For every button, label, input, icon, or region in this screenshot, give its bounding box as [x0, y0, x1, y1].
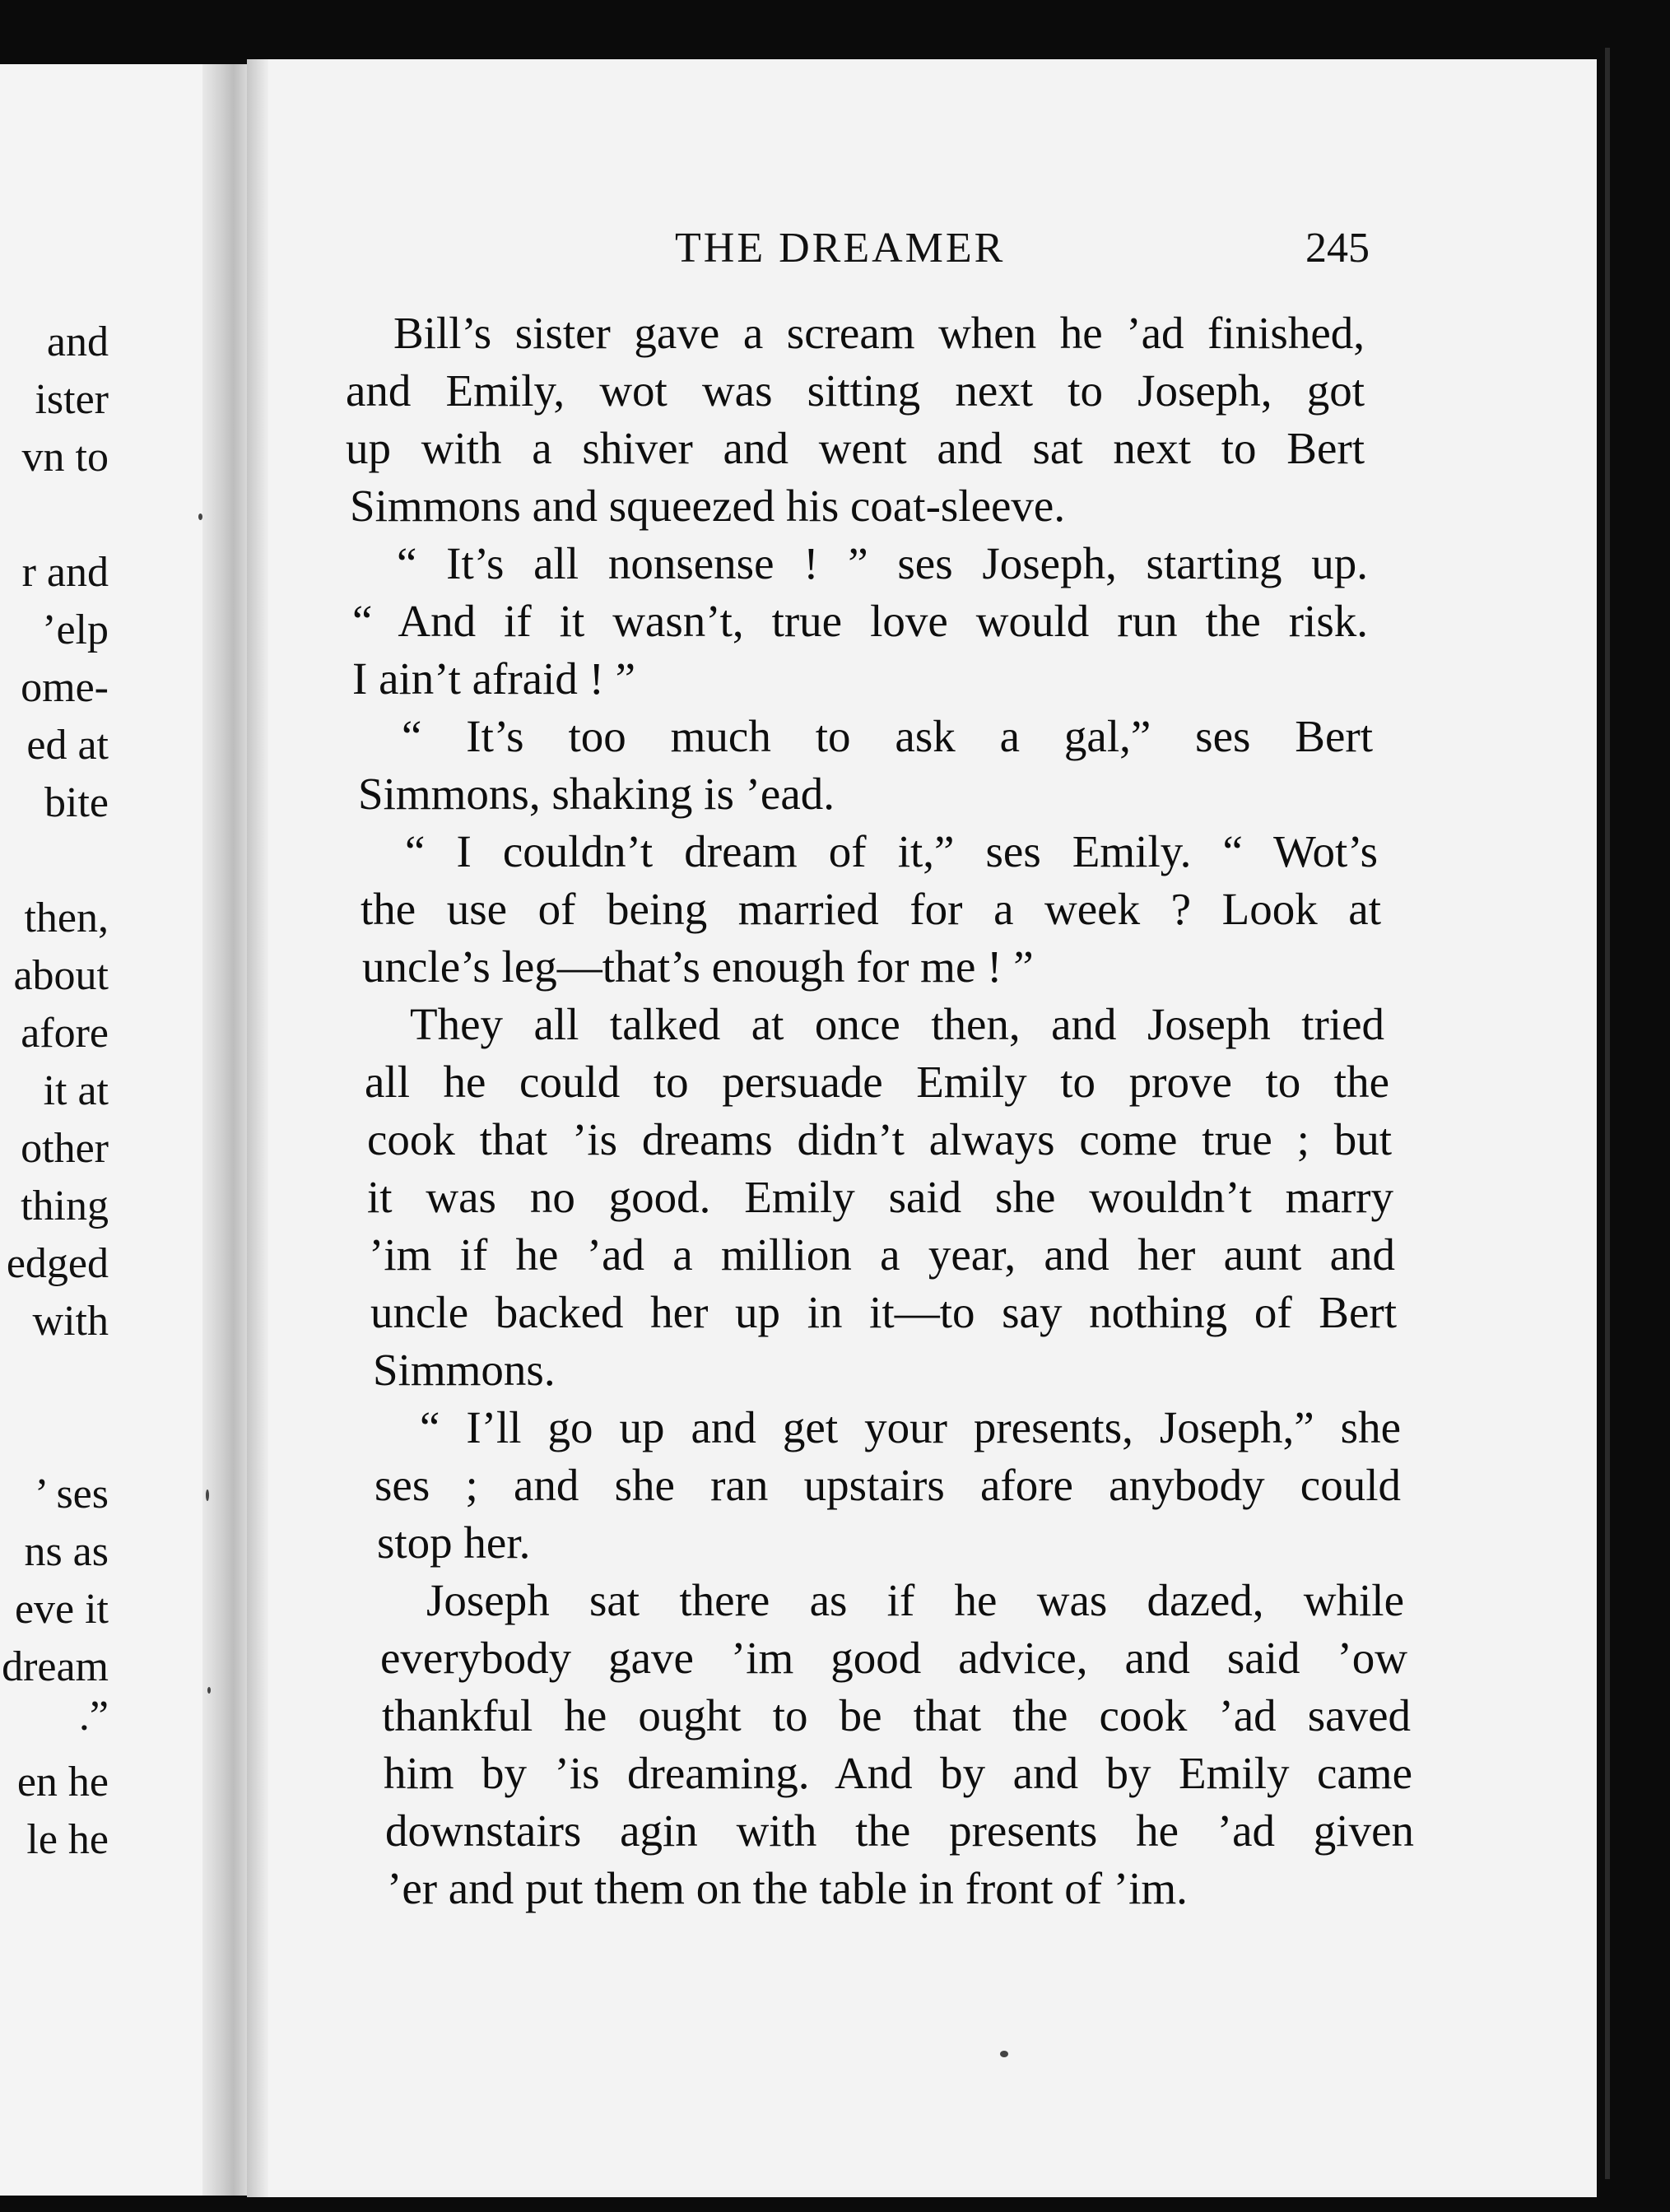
left-fragment: ister: [35, 376, 109, 423]
body-line: downstairs agin with the presents he ’ad given: [385, 1805, 1414, 1856]
body-line: ses ; and she ran upstairs afore anybody could: [374, 1460, 1401, 1510]
body-line: him by ’is dreaming. And by and by Emily came: [384, 1748, 1412, 1798]
left-fragment: r and: [21, 549, 109, 596]
body-line: thankful he ought to be that the cook ’ad saved: [382, 1690, 1411, 1740]
body-line: Bill’s sister gave a scream when he ’ad finished,: [393, 308, 1365, 358]
body-line: ’im if he ’ad a million a year, and her aunt and: [369, 1229, 1395, 1280]
body-line: all he could to persuade Emily to prove to the: [365, 1057, 1389, 1107]
left-fragment: about: [13, 952, 109, 999]
left-page: [0, 64, 247, 2196]
body-line: Simmons and squeezed his coat-sleeve.: [350, 481, 1066, 531]
body-line: “ I’ll go up and get your presents, Joseph,” she: [420, 1402, 1401, 1452]
left-fragment: edged: [6, 1240, 109, 1287]
left-fragment: it at: [43, 1067, 109, 1114]
left-fragment: other: [21, 1125, 109, 1172]
page-edge-strip: [1605, 48, 1610, 2179]
left-fragment: le he: [26, 1816, 109, 1863]
body-line: “ I couldn’t dream of it,” ses Emily. “ Wot’s: [405, 826, 1378, 876]
body-line: and Emily, wot was sitting next to Joseph, got: [346, 365, 1365, 416]
left-fragment: and: [46, 318, 109, 365]
scan-speck: [206, 1489, 209, 1501]
body-line: ’er and put them on the table in front of ’im.: [387, 1863, 1188, 1913]
left-fragment: with: [32, 1298, 109, 1345]
left-fragment: dream: [2, 1643, 109, 1690]
body-line: uncle’s leg—that’s enough for me ! ”: [362, 941, 1034, 992]
running-head-title: THE DREAMER: [675, 225, 1006, 272]
body-line: Joseph sat there as if he was dazed, while: [426, 1575, 1404, 1625]
body-line: Simmons, shaking is ’ead.: [358, 769, 835, 819]
left-fragment: thing: [21, 1183, 109, 1229]
body-line: Simmons.: [373, 1345, 556, 1395]
left-fragment: then,: [24, 895, 109, 941]
left-fragment: .”: [78, 1693, 109, 1740]
left-fragment: vn to: [21, 434, 109, 481]
left-fragment: eve it: [14, 1586, 109, 1633]
left-fragment: afore: [21, 1010, 109, 1057]
body-line: stop her.: [377, 1517, 531, 1568]
right-page-gutter: [247, 59, 268, 2197]
body-line: cook that ’is dreams didn’t always come true ; but: [367, 1114, 1392, 1164]
body-line: “ And if it wasn’t, true love would run the risk.: [352, 596, 1368, 646]
left-fragment: ’ ses: [34, 1471, 109, 1517]
body-line: up with a shiver and went and sat next to Bert: [346, 423, 1365, 473]
left-fragment: ns as: [24, 1528, 109, 1575]
body-line: “ It’s all nonsense ! ” ses Joseph, starting up.: [397, 538, 1368, 588]
left-fragment: ome-: [21, 664, 109, 711]
page-number: 245: [1305, 225, 1370, 272]
left-fragment: ed at: [26, 722, 109, 769]
scan-speck: [1000, 2051, 1008, 2057]
left-fragment: bite: [44, 779, 109, 826]
left-fragment: en he: [16, 1759, 109, 1805]
body-line: I ain’t afraid ! ”: [352, 653, 636, 704]
left-fragment: ’elp: [42, 606, 109, 653]
body-line: “ It’s too much to ask a gal,” ses Bert: [402, 711, 1373, 761]
scan-speck: [198, 514, 202, 520]
body-line: uncle backed her up in it—to say nothing of Bert: [370, 1287, 1397, 1337]
body-line: the use of being married for a week ? Look at: [361, 884, 1381, 934]
scan-speck: [207, 1687, 211, 1694]
body-line: They all talked at once then, and Joseph tried: [410, 999, 1384, 1049]
body-line: everybody gave ’im good advice, and said ’ow: [380, 1633, 1407, 1683]
left-page-gutter: [202, 64, 247, 2196]
body-line: it was no good. Emily said she wouldn’t marry: [367, 1172, 1393, 1222]
